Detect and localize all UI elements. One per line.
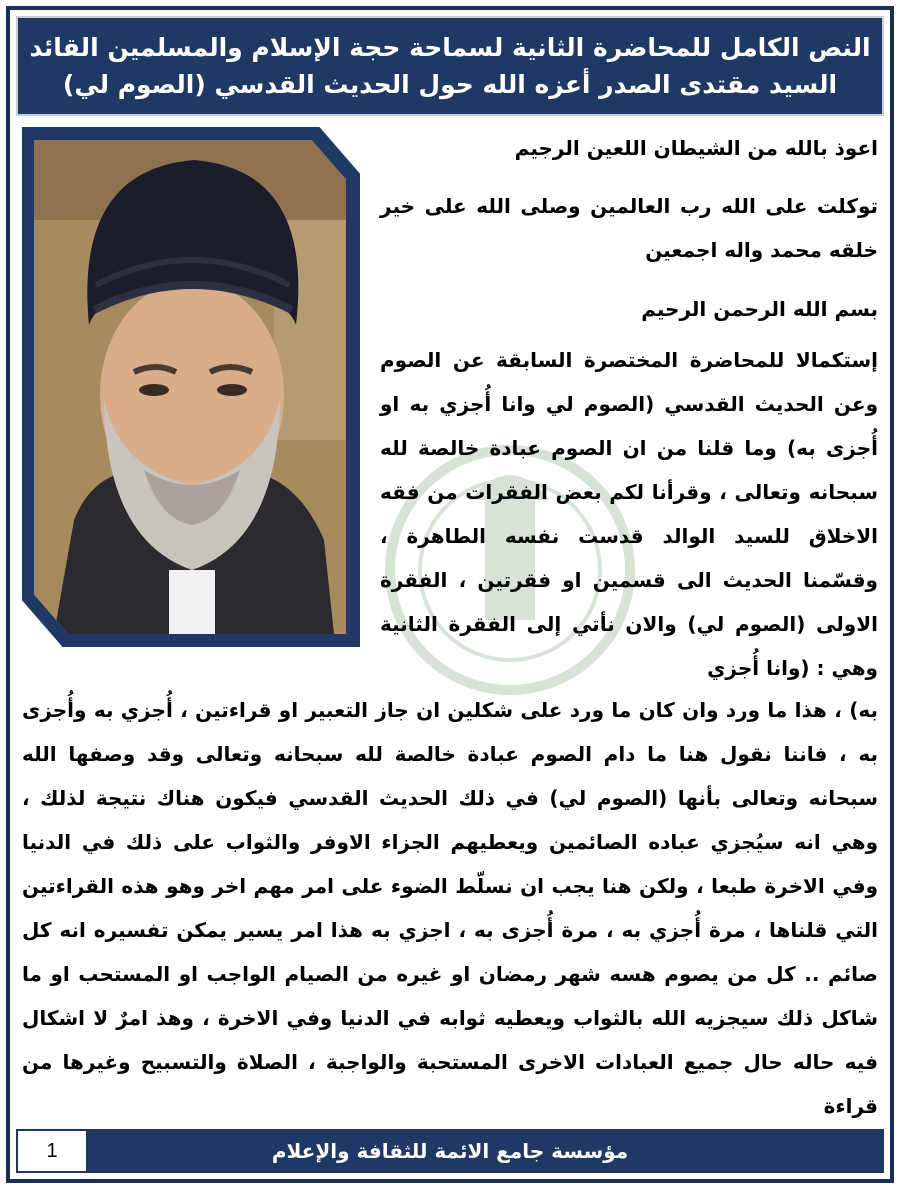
title-banner xyxy=(16,16,884,116)
footer-bar xyxy=(16,1129,884,1173)
page-number: 1 xyxy=(16,1129,88,1173)
isti3adha-line: اعوذ بالله من الشيطان اللعين الرجيم xyxy=(514,136,878,160)
basmala-line: بسم الله الرحمن الرحيم xyxy=(641,297,878,321)
tawakkul-paragraph: توكلت على الله رب العالمين وصلى الله على خير خلقه محمد واله اجمعين xyxy=(380,194,878,262)
main-paragraph-narrow: إستكمالا للمحاضرة المختصرة السابقة عن الصوم وعن الحديث القدسي (الصوم لي وانا أُجزي به او أُجزى به) وما قلنا من ان الصوم عبادة خالصة لله سبحانه وتعالى ، وقرأنا لكم بعض الفقرات من فقه الاخلاق للسيد الوالد قدست نفسه الطاهرة ، وقسّمنا الحديث الى قسمين او فقرتين ، الفقرة الاولى (الصوم لي) والان نأتي إلى الفقرة الثانية وهي : (وانا أُجزي xyxy=(380,348,878,680)
portrait-photo xyxy=(34,140,346,634)
main-paragraph-wide: به) ، هذا ما ورد وان كان ما ورد على شكلين ان جاز التعبير او قراءتين ، أُجزي به وأُجزى به ، فاننا نقول هنا ما دام الصوم عبادة خالصة لله سبحانه وتعالى وقد وصفها الله سبحانه وتعالى بأنها (الصوم لي) في ذلك الحديث القدسي فيكون هناك نتيجة لذلك ، وهي انه سيُجزي عباده الصائمين ويعطيهم الجزاء الاوفر والثواب على ذلك في الدنيا وفي الاخرة طبعا ، ولكن هنا يجب ان نسلّط الضوء على امر مهم اخر وهو هذه القراءتين التي قلناها ، مرة أُجزي به ، مرة أُجزى به ، اجزي به هذا امر يسير يمكن تفسيره انه كل صائم .. كل من يصوم هسه شهر رمضان او غيره من الصيام الواجب او المستحب او ما شاكل ذلك سيجزيه الله بالثواب ويعطيه ثوابه في الدنيا وفي الاخرة ، وهذ امرٌ لا اشكال فيه حاله حال جميع العبادات الاخرى المستحبة والواجبة ، الصلاة والتسبيح وغيرها من قراءة xyxy=(22,698,878,1118)
institution-name: مؤسسة جامع الائمة للثقافة والإعلام xyxy=(271,1139,629,1163)
title-line-2: السيد مقتدى الصدر أعزه الله حول الحديث القدسي (الصوم لي) xyxy=(62,70,838,99)
title-line-1: النص الكامل للمحاضرة الثانية لسماحة حجة الإسلام والمسلمين القائد xyxy=(29,33,871,62)
